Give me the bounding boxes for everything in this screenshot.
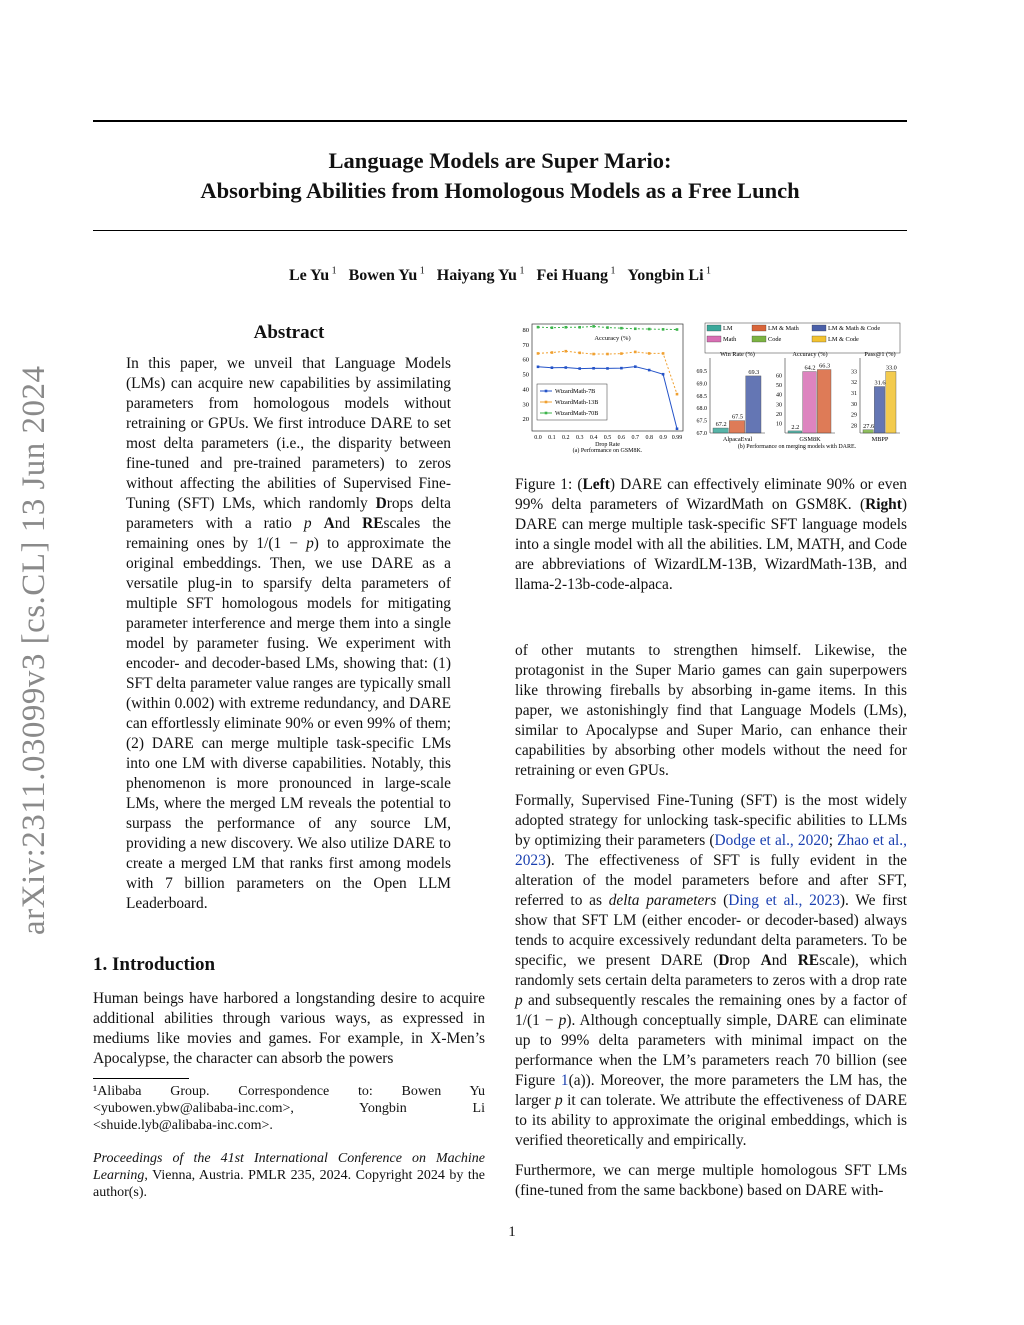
x-tick-label: 0.9 [659,435,667,441]
abstract-heading: Abstract [253,322,325,343]
x-tick-label: 0.3 [575,435,584,441]
author-name: Bowen Yu $^1$ [348,266,425,285]
data-point [592,325,595,328]
y-tick-label: 80 [522,326,529,334]
legend-marker [545,401,548,404]
data-point [634,365,637,368]
text-run: In this paper, we unveil that Language Models (LMs) can acquire new capabilities by assimilating parameters from homologous models without retraining or GPUs. We first introduce DARE to set most delta parameters (i.e., the disparity between fine-tuned and pre-trained parameters) to zeros without affecting the abilities of Supervised Fine-Tuning (SFT) LMs, which randomly [126,355,451,512]
bar-LM [788,431,802,433]
legend-label: WizardMath-13B [555,399,599,406]
figure-caption [515,475,907,595]
y-tick-label: 50 [776,383,782,390]
italic-text: delta parameters [608,892,717,909]
data-point [592,367,595,370]
right-paragraph-3 [515,1161,907,1201]
page-number: 1 [508,1224,516,1240]
bar-value-label: 67.2 [715,421,727,429]
bar-value-label: 64.2 [804,364,816,372]
text-run: ). We first show that SFT LM (either encoder- or decoder-based) always tends to acquire excessively redundant delta parameters. To be specific, we present DARE ( [515,892,907,969]
data-point [648,369,651,372]
x-tick-label: 0.6 [617,435,626,441]
x-tick-label: 0.2 [562,435,570,441]
data-point [551,351,554,354]
y-tick-label: 67.0 [696,431,707,437]
title-bottom-rule [93,230,907,231]
panel-metric: Win Rate (%) [720,351,755,358]
top-rule [93,120,907,122]
x-tick-label: 0.0 [534,435,542,441]
x-tick-label: 0.4 [589,435,598,441]
data-point [551,326,554,329]
y-tick-label: 30 [776,402,782,409]
data-point [662,352,665,355]
bar-Code [863,430,873,433]
y-tick-label: 33 [851,369,857,376]
data-point [565,366,568,369]
bar-LM & Code [886,371,896,433]
text-run: rop [729,952,761,969]
bar-value-label: 33.0 [885,364,897,372]
citation-link[interactable]: Zhao et al., 2023 [515,832,907,869]
data-point [537,366,540,369]
y-tick-label: 30 [522,401,529,409]
chart-caption: (a) Performance on GSM8K. [572,448,643,454]
y-tick-label: 70 [522,341,529,349]
data-point [648,328,651,331]
y-tick-label: 40 [522,386,529,394]
legend-label: Math [723,336,737,343]
data-point [634,327,637,330]
data-point [606,367,609,370]
y-tick-label: 68.5 [696,393,707,400]
author-name: Yongbin Li $^1$ [627,266,712,285]
chart-title: Accuracy (%) [594,335,631,342]
bold-text: D [718,952,730,969]
legend-label: LM & Math & Code [828,325,881,332]
data-point [565,326,568,329]
bar-LM [713,428,728,433]
y-tick-label: 29 [851,412,857,419]
text-run: nd [771,952,798,969]
data-point [565,350,568,353]
text-run: Figure 1: ( [515,476,583,493]
bar-LM & Math & Code [746,376,761,433]
legend-swatch [707,336,721,342]
bold-text: A [760,952,772,969]
text-run [312,515,324,532]
right-paragraph-2 [515,791,907,1151]
text-run: scales the remaining ones by 1/(1 − [126,515,452,552]
x-tick-label: 0.5 [603,435,612,441]
proceedings-note [93,1150,485,1201]
text-run: and subsequently rescales the remaining ones by a factor of 1/(1 − [515,992,907,1029]
text-run: Formally, Supervised Fine-Tuning (SFT) is the most widely adopted strategy for unlocking task-specific abilities to LLMs by optimizing their parameters ( [515,792,907,849]
legend-marker [545,412,548,415]
x-tick-label: 0.1 [548,435,556,441]
text-run: , Vienna, Austria. PMLR 235, 2024. Copyright 2024 by the author(s). [93,1168,485,1200]
bold-text: A [323,515,335,532]
data-point [578,352,581,355]
bar-value-label: 67.5 [731,413,744,421]
bar-LM & Math [729,421,744,433]
data-point [578,326,581,329]
text-run: ) DARE can merge multiple task-specific SFT language models into a single model with all the abilities. LM, MATH, and Code are abbreviations of WizardLM-13B, WizardMath-13B, and llama-2-13b-code-alpaca. [515,496,907,593]
x-axis-label: Drop Rate [595,442,620,448]
y-tick-label: 20 [776,411,782,418]
data-point [648,352,651,355]
italic-text: p [558,1012,567,1029]
y-tick-label: 67.5 [696,418,707,425]
data-point [537,352,540,355]
right-paragraph-1 [515,641,907,781]
line-chart-gsm8k [510,318,690,458]
y-tick-label: 69.5 [696,368,707,375]
citation-link[interactable]: 1 [560,1072,569,1089]
text-run: Human beings have harbored a longstanding desire to acquire additional abilities through various ways, as expressed in mediums like movies and games. For example, in X-Men’s Apocalypse, the character can absorb the powers [93,990,485,1067]
bar-LM & Math & Code [874,387,884,433]
x-tick-label: 0.8 [645,435,653,441]
data-point [676,427,679,430]
paper-title-line-1: Language Models are Super Mario: [328,148,672,173]
author-name: Haiyang Yu $^1$ [436,266,525,285]
bar-chart-merging [685,318,910,458]
data-point [537,326,540,329]
bold-text: RE [362,515,384,532]
legend-swatch [752,325,766,331]
data-point [676,328,679,331]
data-point [551,366,554,369]
data-point [578,367,581,370]
text-run: ). Although conceptually simple, DARE can eliminate up to 99% delta parameters with minimal impact on the performance when the LM’s parameters reach 70 billion (see Figure [515,1012,907,1089]
legend-marker [545,390,548,393]
footnote-rule [93,1078,189,1079]
chart-caption: (b) Performance on merging models with DARE. [737,444,857,450]
bold-text: RE [797,952,820,969]
y-tick-label: 60 [522,356,529,364]
text-run: ( [716,892,729,909]
arxiv-identifier: arXiv:2311.03099v3 [cs.CL] 13 Jun 2024 [16,365,52,935]
text-run: Furthermore, we can merge multiple homologous SFT LMs (fine-tuned from the same backbone) based on DARE with- [515,1162,907,1199]
y-tick-label: 31 [851,391,857,398]
footnote [93,1083,485,1134]
legend-label: WizardMath-70B [555,410,599,417]
author-name: Fei Huang $^1$ [536,266,616,285]
text-run: ). The effectiveness of SFT is fully evident in the alteration of the model parameters before and after SFT, referred to as [515,852,907,909]
data-point [620,367,623,370]
y-tick-label: 10 [776,421,782,428]
panel-task: AlpacaEval [722,436,753,443]
bar-value-label: 27.6 [863,422,875,430]
data-point [634,351,637,354]
text-run: ) DARE can effectively eliminate 90% or even 99% delta parameters of WizardMath on GSM8K. ( [515,476,907,513]
y-tick-label: 50 [522,371,529,379]
bar-value-label: 2.2 [791,423,800,431]
text-run: nd [334,515,363,532]
bar-value-label: 69.3 [748,368,760,376]
bar-value-label: 66.3 [819,362,831,370]
italic-text: p [515,992,523,1009]
intro-paragraph [93,989,485,1069]
data-point [606,353,609,356]
y-tick-label: 60 [776,373,782,380]
data-point [620,327,623,330]
panel-task: MBPP [871,436,889,443]
introduction-heading: 1. Introduction [93,954,216,975]
italic-text: p [303,515,312,532]
text-run: it can tolerate. We attribute the effectiveness of DARE to its ability to approximate the original embeddings, which is verified theoretically and empirically. [515,1092,907,1149]
legend-swatch [812,336,826,342]
y-tick-label: 28 [851,423,857,430]
legend-label: LM & Math [768,325,799,332]
legend-swatch [812,325,826,331]
data-point [662,328,665,331]
bar-Math [803,372,817,433]
bar-LM & Math [817,370,831,433]
author-list [93,266,907,285]
y-tick-label: 40 [776,392,782,399]
data-point [620,352,623,355]
data-point [676,393,679,396]
italic-text: Proceedings of the 41st International Conference on Machine Learning [93,1151,485,1183]
author-name: Le Yu $^1$ [288,266,337,285]
legend-label: LM & Code [828,336,859,343]
bar-value-label: 31.6 [874,379,886,387]
panel-metric: Accuracy (%) [792,351,828,358]
citation-link[interactable]: Dodge et al., 2020 [714,832,829,849]
bold-text: D [375,495,387,512]
italic-text: p [555,1092,563,1109]
bold-text: Right [865,496,902,513]
panel-metric: Pass@1 (%) [864,351,896,358]
x-tick-label: 0.99 [671,435,683,441]
legend-swatch [752,336,766,342]
text-run: (a)). Moreover, the more parameters the LM has, the larger [515,1072,907,1109]
data-point [592,353,595,356]
text-run: of other mutants to strengthen himself. Likewise, the protagonist in the Super Mario games can gain superpowers like throwing fireballs by absorbing in-game items. In this paper, we astonishingly find that Language Models (LMs), similar to Apocalypse and Super Mario, can enhance their capabilities by absorbing other models without the need for retraining or even GPUs. [515,642,907,779]
text-run: ; [828,832,838,849]
x-tick-label: 0.7 [631,435,640,441]
y-tick-label: 20 [522,416,529,424]
legend-label: Code [768,336,782,343]
text-run: ) to approximate the original embeddings. Then, we use DARE as a versatile plug-in to sparsify delta parameters of multiple SFT homologous models for mitigating parameter interference and merge them into a single model by parameter fusing. We experiment with encoder- and decoder-based LMs, showing that: (1) SFT delta parameter value ranges are typically small (within 0.002) with extreme redundancy, and DARE can effortlessly eliminate 90% or even 99% of them; (2) DARE can merge multiple task-specific LMs into one LM with diverse capabilities. Notably, this phenomenon is more pronounced in large-scale LMs, where the merged LM reveals the potential to surpass the performance of any source LM, providing a new discovery. We also utilize DARE to create a merged LM that ranks first among models with 7 billion parameters on the Open LLM Leaderboard. [126,535,451,912]
abstract-text [126,354,451,914]
y-tick-label: 68.0 [696,406,707,413]
citation-link[interactable]: Ding et al., 2023 [728,892,840,909]
y-tick-label: 32 [851,380,857,387]
panel-task: GSM8K [799,436,821,443]
italic-text: p [306,535,314,552]
text-run: rops delta parameters with a ratio [126,495,451,532]
text-run: ¹Alibaba Group. Correspondence to: Bowen Yu <yubowen.ybw@alibaba-inc.com>, Yongbin Li <shuide.lyb@alibaba-inc.com>. [93,1084,485,1133]
data-point [606,326,609,329]
text-run: scale), which randomly sets certain delta parameters to zeros with a drop rate [515,952,907,989]
paper-title-line-2: Absorbing Abilities from Homologous Models as a Free Lunch [200,178,800,203]
bold-text: Left [582,476,610,493]
y-tick-label: 69.0 [696,381,707,388]
data-point [662,373,665,376]
y-tick-label: 30 [851,401,857,408]
legend-swatch [707,325,721,331]
legend-label: LM [723,325,733,332]
legend-label: WizardMath-7B [555,388,596,395]
